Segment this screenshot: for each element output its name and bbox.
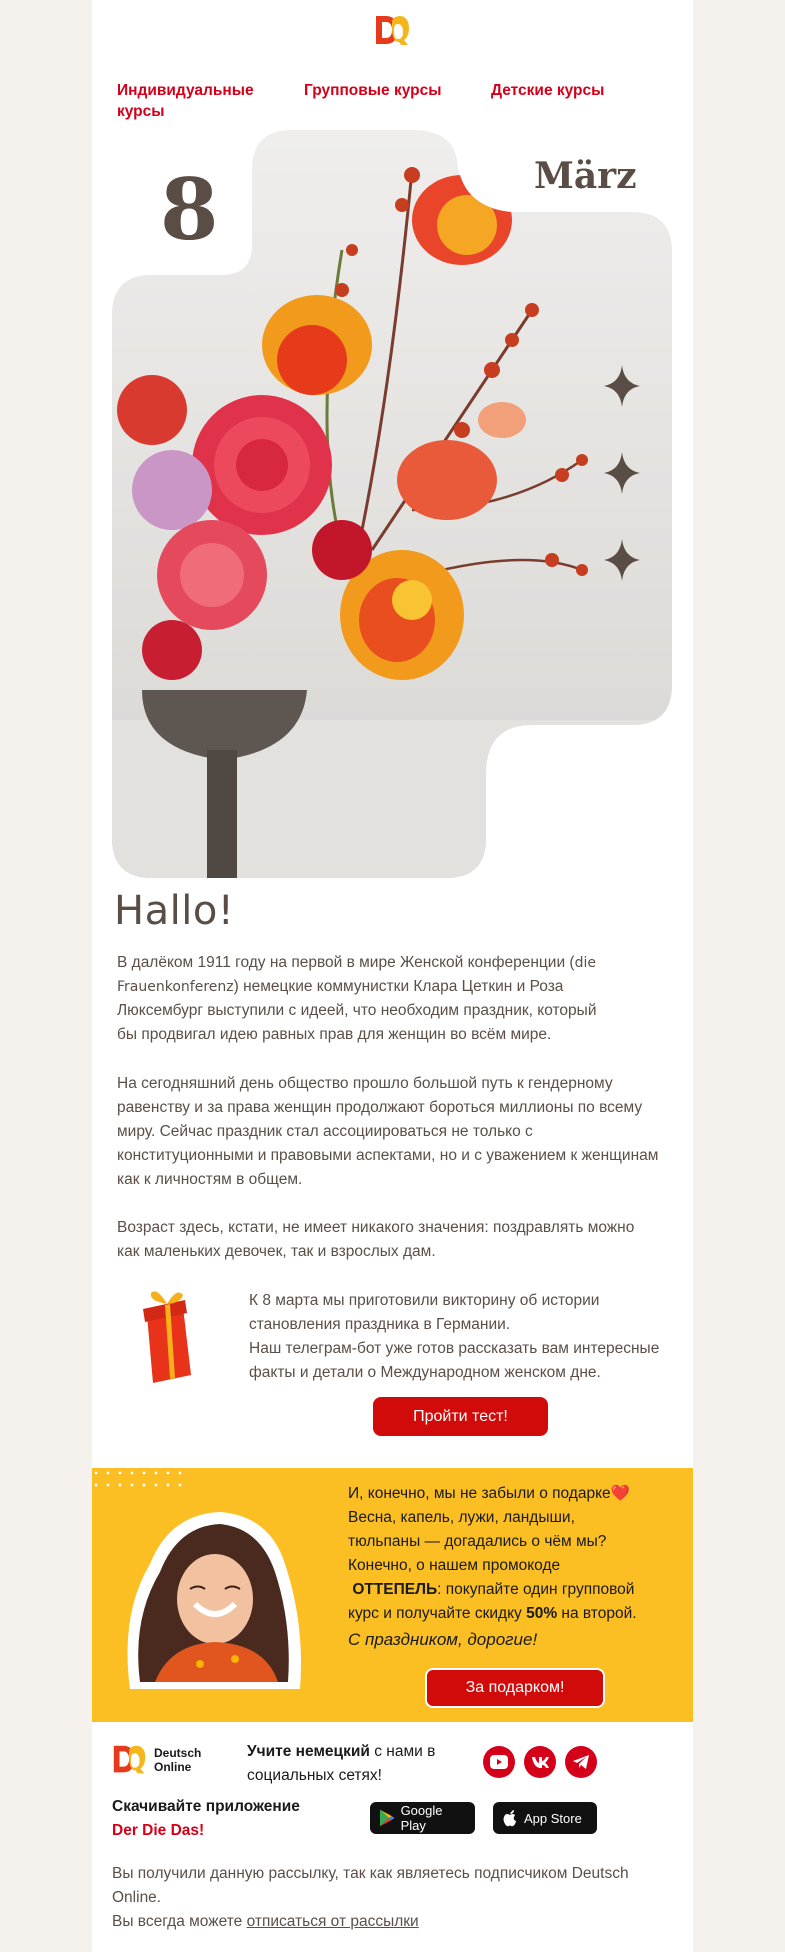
logo-line-2: Online bbox=[154, 1760, 192, 1774]
take-quiz-button[interactable]: Пройти тест! bbox=[373, 1397, 548, 1436]
promo-wish: С праздником, дорогие! bbox=[348, 1630, 538, 1649]
greeting-heading: Hallo! bbox=[114, 888, 235, 934]
nav-group-courses[interactable]: Групповые курсы bbox=[304, 82, 442, 99]
promo-code-line bbox=[348, 1578, 668, 1626]
social-text bbox=[247, 1740, 447, 1788]
footer-logo-text bbox=[154, 1746, 201, 1774]
youtube-icon[interactable] bbox=[483, 1746, 515, 1778]
promo-section bbox=[92, 1468, 693, 1722]
hero-section bbox=[112, 130, 672, 878]
app-store-label: App Store bbox=[524, 1810, 582, 1826]
promo-discount: 50% bbox=[526, 1605, 558, 1622]
promo-line-4: на второй. bbox=[557, 1605, 637, 1622]
google-play-button[interactable] bbox=[370, 1802, 475, 1834]
app-line: Скачивайте приложение bbox=[112, 1798, 300, 1815]
social-bold: Учите немецкий bbox=[247, 1743, 370, 1760]
woman-illustration bbox=[110, 1494, 310, 1694]
promo-gift-text: И, конечно, мы не забыли о подарке bbox=[348, 1485, 611, 1502]
apple-icon bbox=[503, 1810, 517, 1827]
hero-month: März bbox=[534, 155, 637, 197]
promo-line-3: : покупайте один групповой курс и получайте скидку bbox=[348, 1581, 635, 1622]
unsubscribe-notice bbox=[112, 1910, 419, 1934]
google-play-icon bbox=[380, 1809, 395, 1827]
footer bbox=[92, 1722, 693, 1952]
footer-logo-icon[interactable] bbox=[110, 1740, 150, 1780]
quiz-text-2: Наш телеграм-бот уже готов рассказать вам интересные факты и детали о Международном женском дне. bbox=[249, 1340, 660, 1381]
social-rest: с нами в социальных сетях! bbox=[247, 1743, 436, 1784]
app-store-button[interactable] bbox=[493, 1802, 597, 1834]
email-body bbox=[92, 0, 693, 1952]
dots-decoration bbox=[92, 1468, 182, 1494]
german-term: die Frauenkonferenz bbox=[117, 955, 596, 995]
nav-kids-courses[interactable]: Детские курсы bbox=[491, 82, 605, 99]
history-paragraph bbox=[117, 951, 617, 1047]
history-text-a: В далёком 1911 году на первой в мире Женской конференции ( bbox=[117, 954, 575, 971]
quiz-text bbox=[249, 1289, 679, 1385]
promo-code: ОТТЕПЕЛЬ bbox=[352, 1581, 438, 1598]
logo-line-1: Deutsch bbox=[154, 1746, 202, 1760]
history-text-b: ) немецкие коммунистки Клара Цеткин и Роза Люксембург выступили с идеей, что необходим праздник, который бы продвигал идею равных прав для женщин во всём мире. bbox=[117, 978, 597, 1043]
unsubscribe-link[interactable]: отписаться от рассылки bbox=[246, 1913, 419, 1930]
promo-line-1 bbox=[348, 1482, 668, 1506]
gift-icon bbox=[137, 1287, 193, 1387]
today-paragraph: На сегодняшний день общество прошло большой путь к гендерному равенству и за права женщин продолжают бороться миллионы по всему миру. Сейчас праздник стал ассоциироваться не только с конституционными и правовыми аспектами, но и с уважением к женщинам как к личностям в общем. bbox=[117, 1075, 659, 1188]
app-text bbox=[112, 1795, 300, 1843]
logo-dq-icon[interactable] bbox=[372, 10, 414, 52]
telegram-icon[interactable] bbox=[565, 1746, 597, 1778]
app-name: Der Die Das! bbox=[112, 1822, 205, 1839]
unsubscribe-prefix: Вы всегда можете bbox=[112, 1913, 247, 1930]
quiz-text-1: К 8 марта мы приготовили викторину об истории становления праздника в Германии. bbox=[249, 1292, 600, 1333]
promo-text bbox=[348, 1482, 668, 1652]
heart-icon: ❤️ bbox=[610, 1485, 630, 1502]
get-gift-button[interactable]: За подарком! bbox=[425, 1668, 605, 1708]
google-play-label: Google Play bbox=[400, 1803, 443, 1833]
hero-day-number: 8 bbox=[160, 160, 219, 259]
vk-icon[interactable] bbox=[524, 1746, 556, 1778]
nav-individual-courses[interactable]: Индивидуальные курсы bbox=[117, 82, 254, 120]
subscription-notice: Вы получили данную рассылку, так как являетесь подписчиком Deutsch Online. bbox=[112, 1865, 629, 1906]
age-paragraph: Возраст здесь, кстати, не имеет никакого значения: поздравлять можно как маленьких девочек, так и взрослых дам. bbox=[117, 1219, 635, 1260]
promo-line-2: Весна, капель, лужи, ландыши, тюльпаны — догадались о чём мы? Конечно, о нашем промокоде bbox=[348, 1509, 607, 1574]
